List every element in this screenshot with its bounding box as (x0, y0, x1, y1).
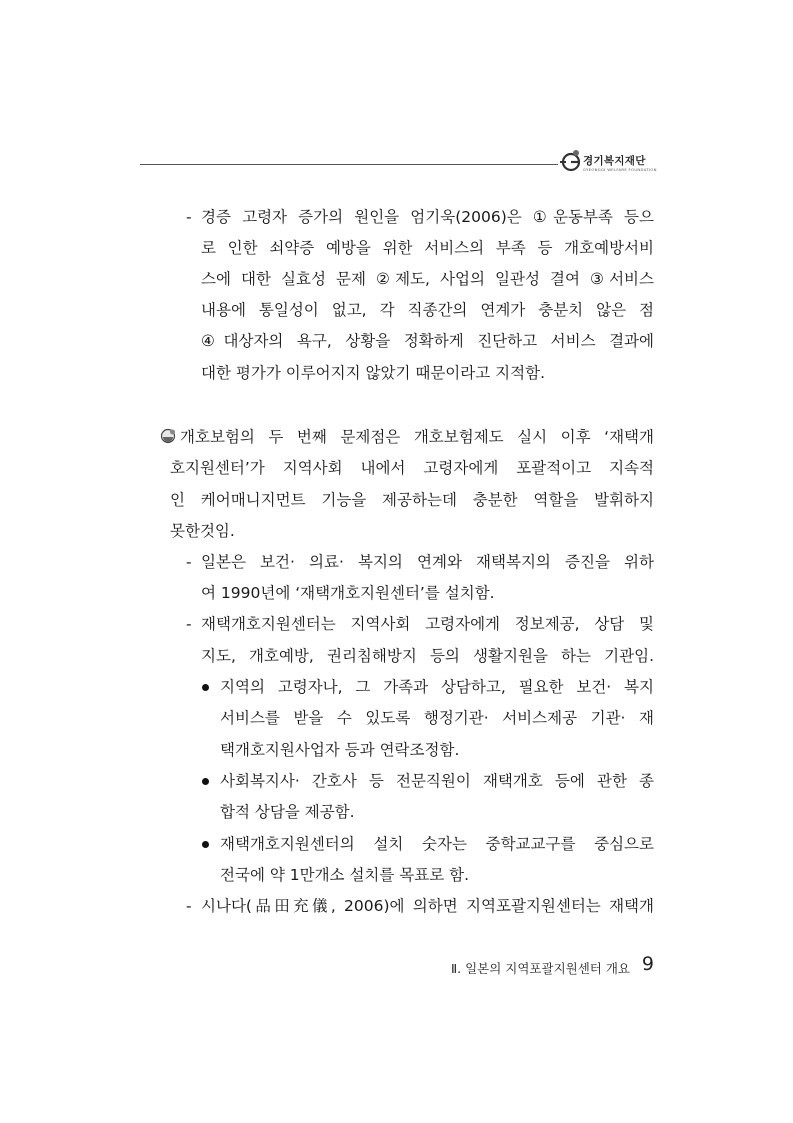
page-number: 9 (641, 953, 654, 975)
paragraph-line: 서비스를 받을 수 있도록 행정기관· 서비스제공 기관· 재 (220, 709, 654, 727)
paragraph-line: 재택개호지원센터는 지역사회 고령자에게 정보제공, 상담 및 (201, 615, 654, 633)
bullet-circle-icon (160, 428, 178, 444)
page-footer (440, 955, 654, 979)
paragraph-line: 일본은 보건· 의료· 복지의 연계와 재택복지의 증진을 위하 (201, 553, 654, 571)
header-rule (140, 164, 558, 165)
paragraph-line: 택개호지원사업자 등과 연락조정함. (220, 741, 460, 759)
paragraph-line: 지역의 고령자나, 그 가족과 상담하고, 필요한 보건· 복지 (220, 678, 654, 696)
paragraph-line: 인 케어매니지먼트 기능을 제공하는데 충분한 역할을 발휘하지 (170, 491, 654, 509)
dash-marker: - (186, 897, 192, 915)
dash-marker: - (186, 553, 192, 571)
paragraph-line: 여 1990년에 ‘재택개호지원센터’를 설치함. (201, 584, 495, 602)
paragraph-line: 개호보험의 두 번째 문제점은 개호보험제도 실시 이후 ‘재택개 (180, 428, 654, 446)
paragraph-line: 재택개호지원센터의 설치 숫자는 중학교교구를 중심으로 (220, 835, 654, 853)
paragraph-line: 스에 대한 실효성 문제 ②제도, 사업의 일관성 결여 ③서비스 (201, 270, 654, 288)
dash-marker: - (186, 615, 192, 633)
paragraph-line: 대한 평가가 이루어지지 않았기 때문이라고 지적함. (201, 364, 545, 382)
paragraph-line: 사회복지사· 간호사 등 전문직원이 재택개호 등에 관한 종 (220, 772, 654, 790)
paragraph-line: 경증 고령자 증가의 원인을 엄기욱(2006)은 ①운동부족 등으 (201, 208, 654, 226)
bullet-dot-icon (202, 841, 209, 848)
bullet-dot-icon (202, 778, 209, 785)
footer-chapter-title: Ⅱ. 일본의 지역포괄지원센터 개요 (450, 961, 630, 976)
logo-text: 경기복지재단 (583, 155, 646, 167)
paragraph-line: 호지원센터’가 지역사회 내에서 고령자에게 포괄적이고 지속적 (170, 459, 654, 477)
logo-subtext: GYEONGGI WELFARE FOUNDATION (583, 167, 657, 172)
dash-marker: - (186, 208, 192, 226)
foundation-logo-icon (560, 148, 582, 174)
paragraph-line: 못한것임. (170, 522, 235, 540)
paragraph-line: 지도, 개호예방, 권리침해방지 등의 생활지원을 하는 기관임. (201, 647, 654, 665)
paragraph-line: ④대상자의 욕구, 상황을 정확하게 진단하고 서비스 결과에 (201, 332, 654, 350)
paragraph-line: 시나다(品田充儀, 2006)에 의하면 지역포괄지원센터는 재택개 (201, 897, 654, 915)
foundation-logo (560, 148, 670, 178)
paragraph-line: 전국에 약 1만개소 설치를 목표로 함. (220, 866, 470, 884)
paragraph-line: 내용에 통일성이 없고, 각 직종간의 연계가 충분치 않은 점 (201, 301, 654, 319)
paragraph-line: 로 인한 쇠약증 예방을 위한 서비스의 부족 등 개호예방서비 (201, 239, 654, 257)
paragraph-line: 합적 상담을 제공함. (220, 803, 355, 821)
bullet-dot-icon (202, 684, 209, 691)
